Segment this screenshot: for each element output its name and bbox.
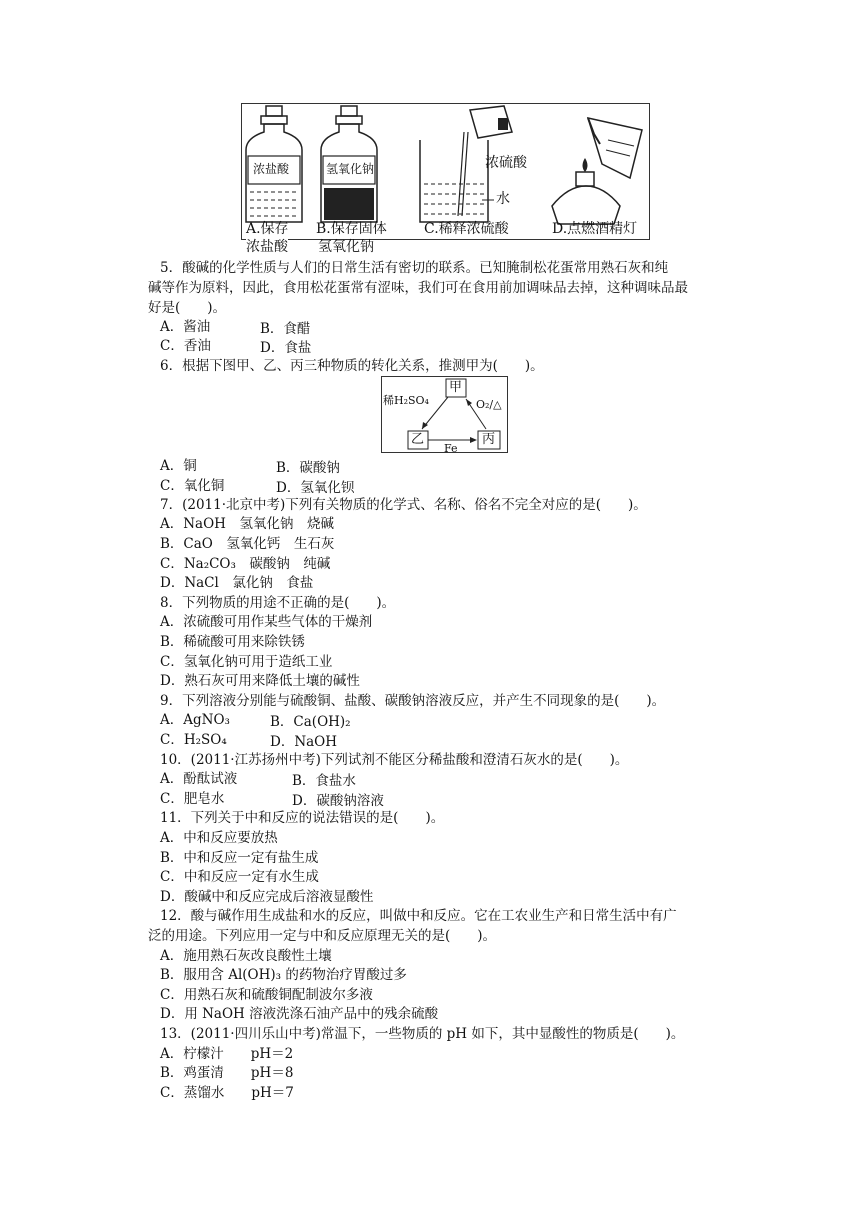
q9-option-b[interactable]: B．Ca(OH)₂ bbox=[270, 714, 351, 730]
q7-line1: 7．(2011·北京中考)下列有关物质的化学式、名称、俗名不完全对应的是( )。 bbox=[160, 497, 647, 513]
q7-option-d[interactable]: D．NaCl 氯化钠 食盐 bbox=[160, 575, 314, 591]
lab-operations-figure bbox=[241, 103, 650, 255]
q11-option-b[interactable]: B．中和反应一定有盐生成 bbox=[160, 850, 319, 866]
q7-option-b[interactable]: B．CaO 氢氧化钙 生石灰 bbox=[160, 536, 335, 552]
q8-option-d[interactable]: D．熟石灰可用来降低土壤的碱性 bbox=[160, 673, 360, 689]
q12-option-d[interactable]: D．用 NaOH 溶液洗涤石油产品中的残余硫酸 bbox=[160, 1006, 439, 1022]
q8-line1: 8．下列物质的用途不正确的是( )。 bbox=[160, 595, 396, 611]
q10-option-b[interactable]: B．食盐水 bbox=[292, 773, 356, 789]
q5-option-a[interactable]: A．酱油 bbox=[160, 319, 211, 335]
caption-c: C.稀释浓硫酸 bbox=[424, 221, 509, 237]
q10-option-c[interactable]: C．肥皂水 bbox=[160, 791, 225, 807]
edge-left-label: 稀H₂SO₄ bbox=[383, 394, 429, 407]
q5-line1: 5．酸碱的化学性质与人们的日常生活有密切的联系。已知腌制松花蛋常用熟石灰和纯 bbox=[160, 260, 669, 276]
q6-option-a[interactable]: A．铜 bbox=[160, 458, 197, 474]
q5-option-d[interactable]: D．食盐 bbox=[260, 340, 312, 356]
q6-option-d[interactable]: D．氢氧化钡 bbox=[276, 480, 355, 496]
alcohol-lamp-icon bbox=[552, 118, 642, 224]
q9-option-a[interactable]: A．AgNO₃ bbox=[160, 712, 230, 728]
q12-option-b[interactable]: B．服用含 Al(OH)₃ 的药物治疗胃酸过多 bbox=[160, 967, 407, 983]
q12-option-c[interactable]: C．用熟石灰和硫酸铜配制波尔多液 bbox=[160, 987, 373, 1003]
q9-line1: 9．下列溶液分别能与硫酸铜、盐酸、碳酸钠溶液反应，并产生不同现象的是( )。 bbox=[160, 693, 666, 709]
q8-option-c[interactable]: C．氢氧化钠可用于造纸工业 bbox=[160, 654, 333, 670]
q9-option-d[interactable]: D．NaOH bbox=[270, 734, 338, 750]
q10-option-a[interactable]: A．酚酞试液 bbox=[160, 771, 238, 787]
q8-option-b[interactable]: B．稀硫酸可用来除铁锈 bbox=[160, 634, 305, 650]
q12-line1: 12．酸与碱作用生成盐和水的反应，叫做中和反应。它在工农业生产和日常生活中有广 bbox=[160, 908, 677, 924]
q5-line2: 碱等作为原料，因此，食用松花蛋常有涩味，我们可在食用前加调味品去掉，这种调味品最 bbox=[148, 280, 688, 296]
bottle-b-label: 氢氧化钠 bbox=[326, 162, 375, 176]
q11-line1: 11．下列关于中和反应的说法错误的是( )。 bbox=[160, 810, 445, 826]
q7-option-c[interactable]: C．Na₂CO₃ 碳酸钠 纯碱 bbox=[160, 556, 331, 572]
edge-bottom-label: Fe bbox=[444, 442, 458, 455]
q11-option-d[interactable]: D．酸碱中和反应完成后溶液显酸性 bbox=[160, 889, 374, 905]
q13-option-b[interactable]: B．鸡蛋清 pH＝8 bbox=[160, 1065, 294, 1081]
q6-option-c[interactable]: C．氧化铜 bbox=[160, 478, 225, 494]
caption-a-line1: A.保存 bbox=[246, 221, 289, 237]
q10-option-d[interactable]: D．碳酸钠溶液 bbox=[292, 793, 384, 809]
edge-right-label: O₂/△ bbox=[476, 398, 502, 411]
beaker-label-water: 水 bbox=[496, 191, 510, 207]
q7-option-a[interactable]: A．NaOH 氢氧化钠 烧碱 bbox=[160, 516, 334, 532]
q13-line1: 13．(2011·四川乐山中考)常温下，一些物质的 pH 如下，其中显酸性的物质是( )。 bbox=[160, 1026, 685, 1042]
q12-option-a[interactable]: A．施用熟石灰改良酸性土壤 bbox=[160, 948, 332, 964]
node-yi: 乙 bbox=[411, 432, 425, 447]
caption-d: D.点燃酒精灯 bbox=[552, 221, 638, 237]
q5-option-b[interactable]: B．食醋 bbox=[260, 321, 311, 337]
q12-line2: 泛的用途。下列应用一定与中和反应原理无关的是( )。 bbox=[148, 928, 497, 944]
q6-line1: 6．根据下图甲、乙、丙三种物质的转化关系，推测甲为( )。 bbox=[160, 358, 544, 374]
caption-b-line1: B.保存固体 bbox=[316, 221, 387, 237]
q5-line3: 好是( )。 bbox=[148, 300, 227, 316]
beaker-label-acid: 浓硫酸 bbox=[485, 155, 527, 171]
q6-option-b[interactable]: B．碳酸钠 bbox=[276, 460, 340, 476]
caption-a-line2: 浓盐酸 bbox=[246, 239, 288, 255]
q9-option-c[interactable]: C．H₂SO₄ bbox=[160, 732, 227, 748]
q13-option-a[interactable]: A．柠檬汁 pH＝2 bbox=[160, 1046, 294, 1062]
caption-b-line2: 氢氧化钠 bbox=[318, 239, 374, 255]
q11-option-c[interactable]: C．中和反应一定有水生成 bbox=[160, 869, 319, 885]
q10-line1: 10．(2011·江苏扬州中考)下列试剂不能区分稀盐酸和澄清石灰水的是( )。 bbox=[160, 752, 629, 768]
bottle-a-label: 浓盐酸 bbox=[253, 162, 290, 176]
q11-option-a[interactable]: A．中和反应要放热 bbox=[160, 830, 278, 846]
q8-option-a[interactable]: A．浓硫酸可用作某些气体的干燥剂 bbox=[160, 614, 373, 630]
node-bing: 丙 bbox=[482, 432, 496, 447]
node-jia: 甲 bbox=[449, 380, 463, 395]
q5-option-c[interactable]: C．香油 bbox=[160, 338, 211, 354]
q13-option-c[interactable]: C．蒸馏水 pH＝7 bbox=[160, 1085, 294, 1101]
conversion-diagram bbox=[381, 376, 508, 453]
